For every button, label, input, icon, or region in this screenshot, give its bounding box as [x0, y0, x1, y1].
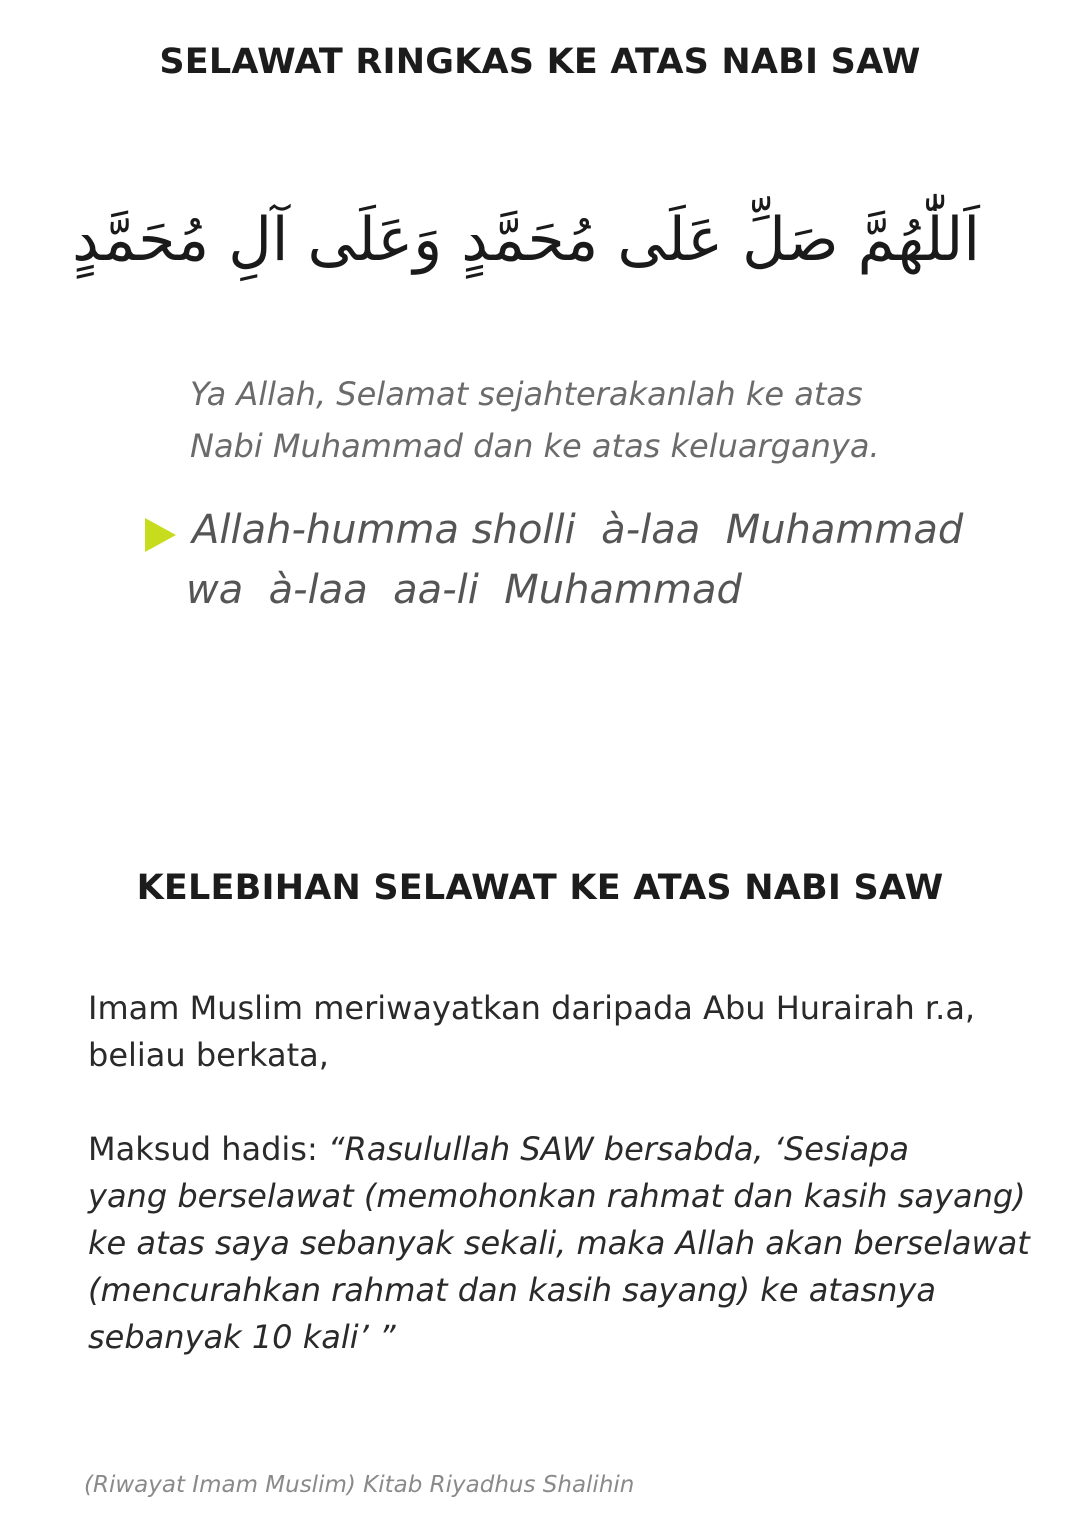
intro-line: beliau berkata,	[88, 1036, 329, 1074]
selawat-transliteration	[186, 500, 1066, 620]
hadith-line: ke atas saya sebanyak sekali, maka Allah akan berselawat	[88, 1224, 1030, 1262]
hadith-source: (Riwayat Imam Muslim) Kitab Riyadhus Shalihin	[84, 1472, 635, 1498]
hadith-text: “Rasulullah SAW bersabda, ‘Sesiapa	[327, 1130, 910, 1168]
selawat-heading: SELAWAT RINGKAS KE ATAS NABI SAW	[159, 42, 921, 82]
hadith-line: (mencurahkan rahmat dan kasih sayang) ke atasnya	[88, 1271, 936, 1309]
hadith-line: yang berselawat (memohonkan rahmat dan kasih sayang)	[88, 1177, 1026, 1215]
intro-line: Imam Muslim meriwayatkan daripada Abu Hurairah r.a,	[88, 989, 976, 1027]
kelebihan-heading: KELEBIHAN SELAWAT KE ATAS NABI SAW	[136, 868, 944, 908]
selawat-translation	[190, 368, 1010, 472]
translation-line: Nabi Muhammad dan ke atas keluarganya.	[190, 427, 880, 465]
hadith-label: Maksud hadis:	[88, 1130, 328, 1168]
play-triangle-icon	[145, 518, 176, 552]
transliteration-line: Allah-humma sholli à-laa Muhammad	[192, 507, 964, 553]
hadith-quote	[88, 1126, 1048, 1361]
translation-line: Ya Allah, Selamat sejahterakanlah ke atas	[190, 375, 863, 413]
hadith-line: sebanyak 10 kali’ ”	[88, 1318, 396, 1356]
hadith-intro	[88, 985, 1048, 1079]
hadith-line	[88, 1126, 1048, 1173]
transliteration-line: wa à-laa aa-li Muhammad	[186, 567, 742, 613]
arabic-selawat-text: اَللّٰهُمَّ صَلِّ عَلَى مُحَمَّدٍ وَعَلَى آلِ مُحَمَّدٍ	[72, 205, 980, 275]
